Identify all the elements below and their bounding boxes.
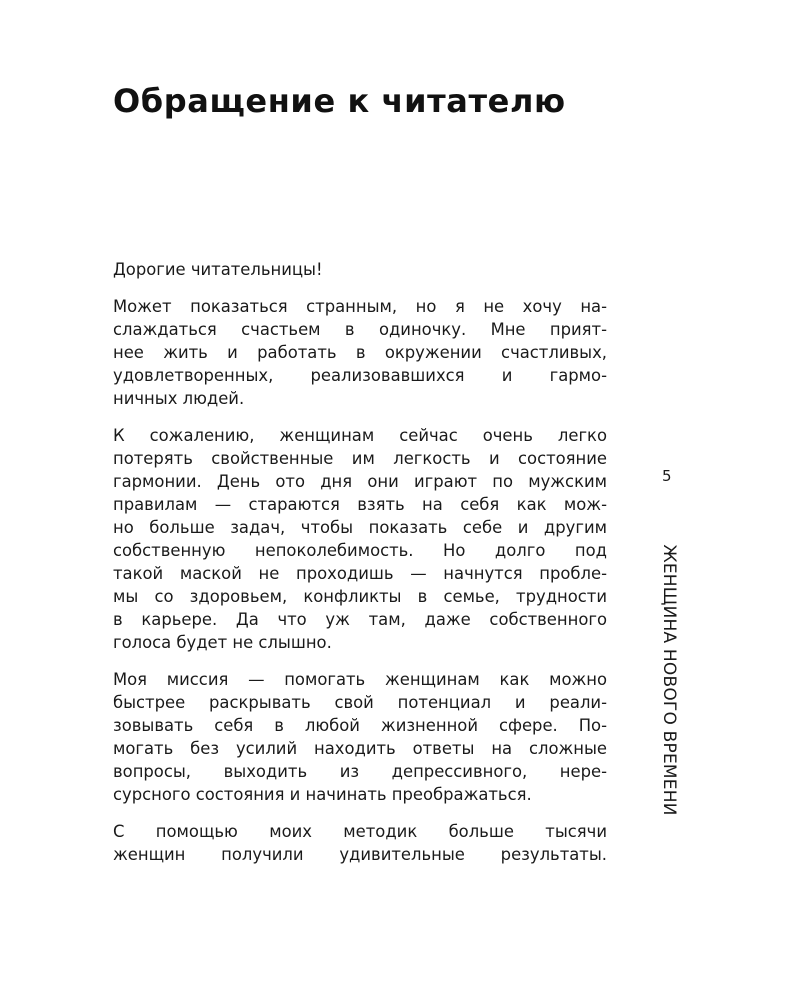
text-line: потерять свойственные им легкость и состояние <box>113 449 607 468</box>
text-line: ничных людей. <box>113 389 245 408</box>
text-line: сурсного состояния и начинать преображаться. <box>113 785 532 804</box>
text-line: могать без усилий находить ответы на сложные <box>113 739 607 758</box>
text-line: но больше задач, чтобы показать себе и другим <box>113 518 607 537</box>
text-line: нее жить и работать в окружении счастливых, <box>113 343 607 362</box>
text-line: правилам — стараются взять на себя как мож- <box>113 495 607 514</box>
text-line: быстрее раскрывать свой потенциал и реали- <box>113 693 607 712</box>
greeting <box>113 258 607 281</box>
text-line: С помощью моих методик больше тысячи <box>113 822 607 841</box>
text-line: женщин получили удивительные результаты. <box>113 845 607 864</box>
text-line: Может показаться странным, но я не хочу на- <box>113 297 607 316</box>
text-line: зовывать себя в любой жизненной сфере. По- <box>113 716 607 735</box>
paragraph-3 <box>113 668 607 806</box>
paragraph-4 <box>113 820 607 866</box>
paragraph-1 <box>113 295 607 410</box>
body-text <box>113 258 607 880</box>
text-line: гармонии. День ото дня они играют по мужским <box>113 472 607 491</box>
text-line: мы со здоровьем, конфликты в семье, трудности <box>113 587 607 606</box>
text-line: Дорогие читательницы! <box>113 260 323 279</box>
text-line: в карьере. Да что уж там, даже собственного <box>113 610 607 629</box>
text-line: удовлетворенных, реализовавшихся и гармо- <box>113 366 607 385</box>
page-number: 5 <box>662 467 672 485</box>
text-line: слаждаться счастьем в одиночку. Мне прият- <box>113 320 607 339</box>
text-line: такой маской не проходишь — начнутся пробле- <box>113 564 607 583</box>
page-title: Обращение к читателю <box>113 82 566 120</box>
text-line: собственную непоколебимость. Но долго под <box>113 541 607 560</box>
running-title: ЖЕНЩИНА НОВОГО ВРЕМЕНИ <box>659 544 679 816</box>
text-line: вопросы, выходить из депрессивного, нере- <box>113 762 607 781</box>
text-line: голоса будет не слышно. <box>113 633 332 652</box>
text-line: К сожалению, женщинам сейчас очень легко <box>113 426 607 445</box>
text-line: Моя миссия — помогать женщинам как можно <box>113 670 607 689</box>
paragraph-2 <box>113 424 607 654</box>
